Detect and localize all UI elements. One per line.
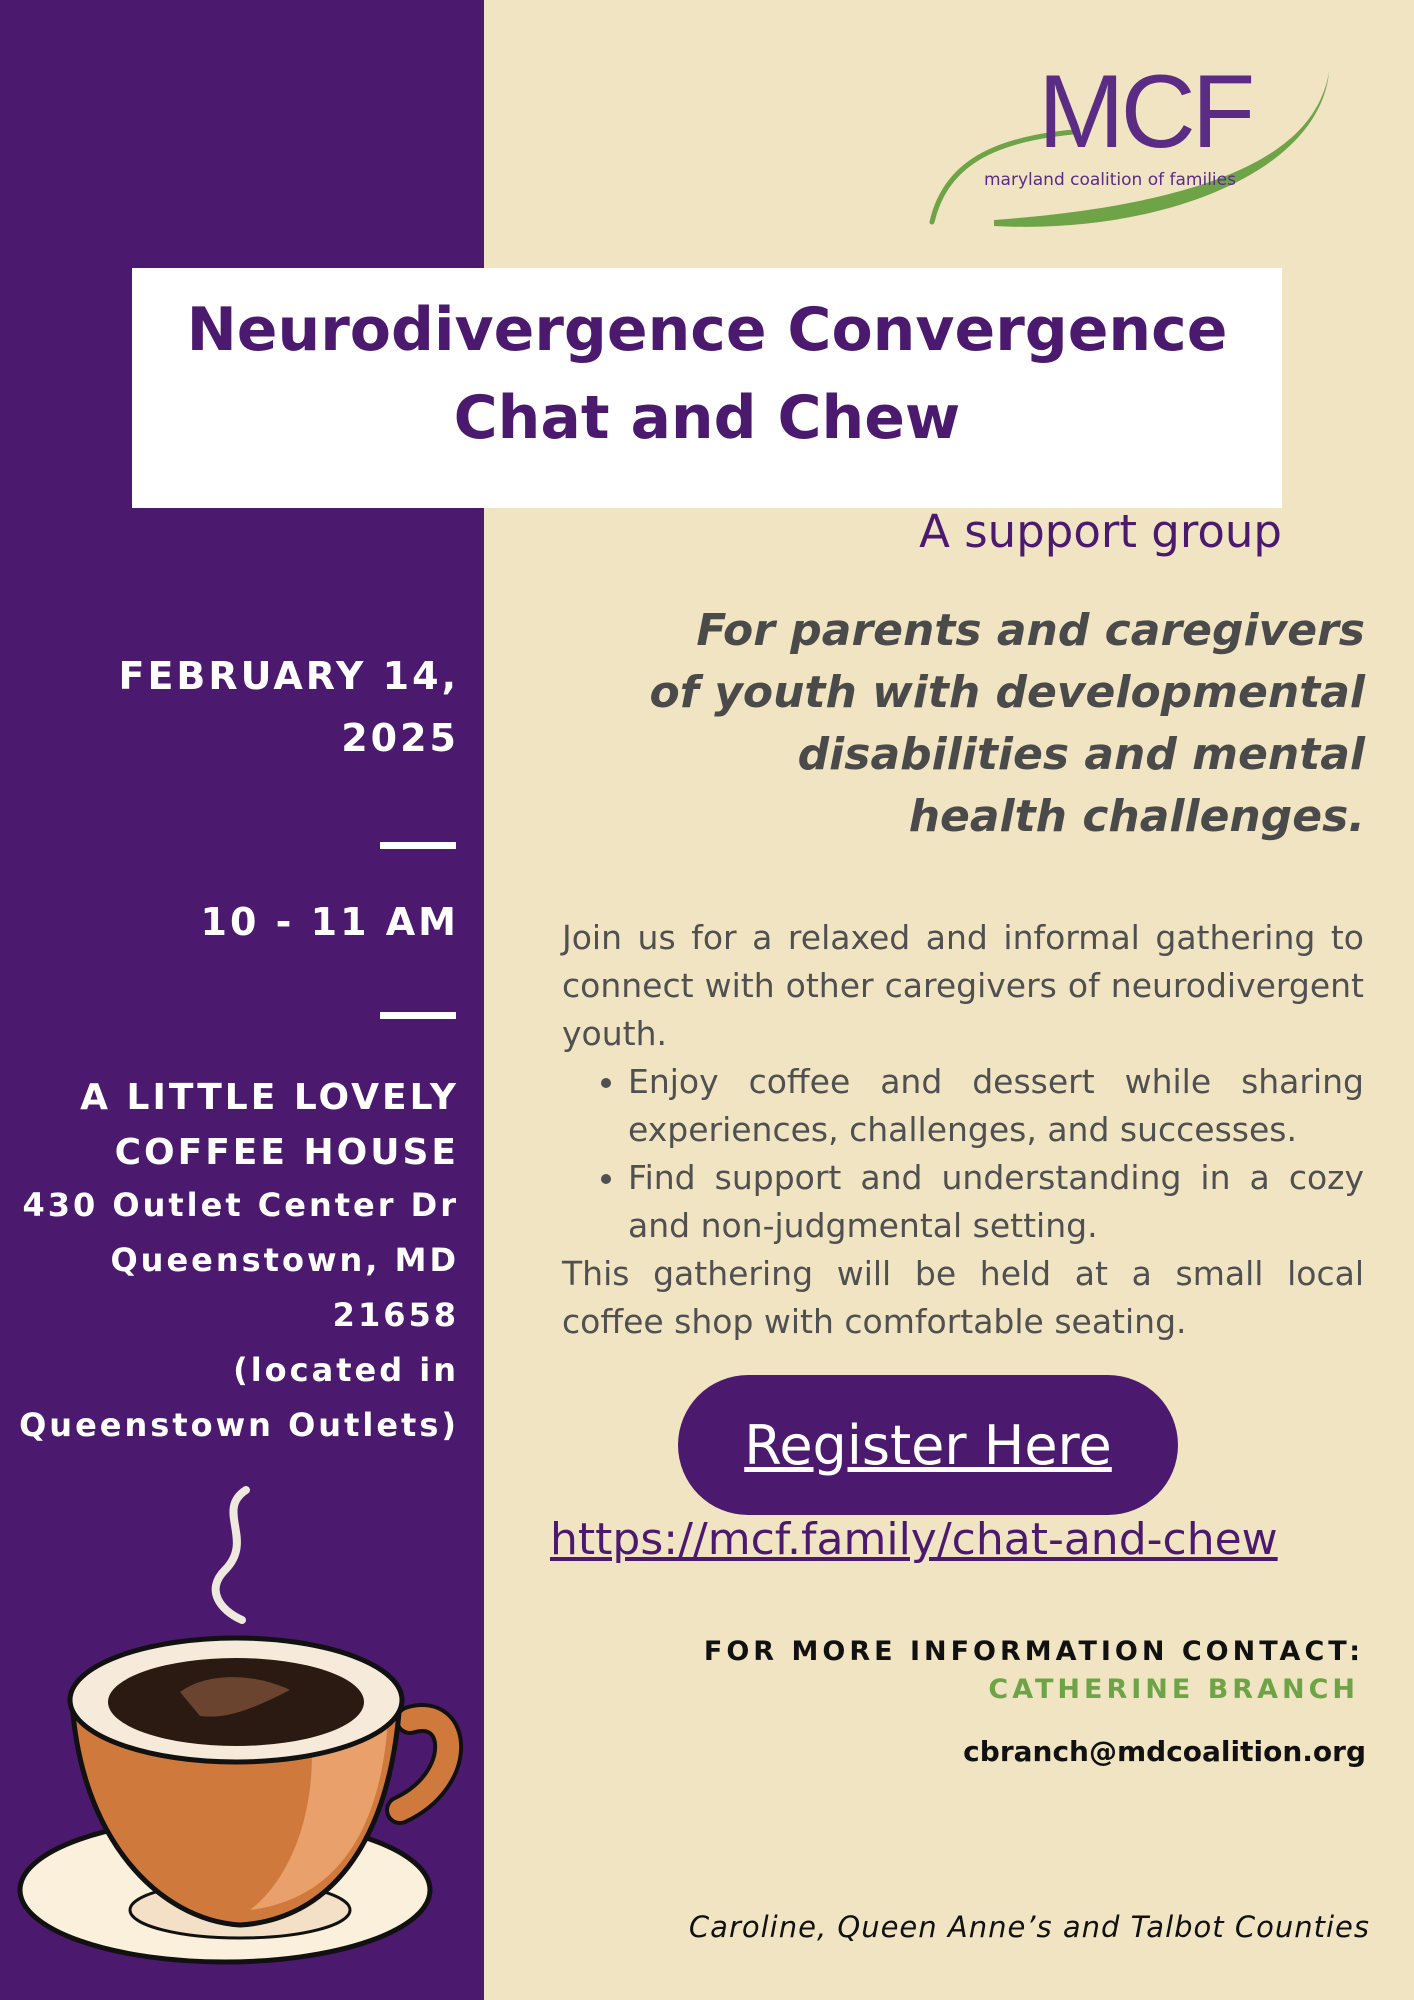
contact-email[interactable]: cbranch@mdcoalition.org — [963, 1735, 1366, 1768]
address-line: 21658 — [332, 1296, 459, 1334]
event-time: 10 - 11 AM — [200, 900, 459, 944]
event-description — [562, 914, 1364, 1346]
address-line: 430 Outlet Center Dr — [22, 1186, 459, 1224]
mcf-logo — [924, 54, 1344, 235]
audience-statement: For parents and caregivers of youth with developmental disabilities and mental health challenges. — [649, 605, 1365, 842]
coffee-cup-icon — [10, 1480, 480, 1990]
contact-heading: FOR MORE INFORMATION CONTACT: — [703, 1636, 1364, 1667]
register-button[interactable]: Register Here — [678, 1375, 1178, 1515]
event-date: FEBRUARY 14, 2025 — [118, 654, 459, 760]
description-closing: This gathering will be held at a small local coffee shop with comfortable seating. — [562, 1254, 1364, 1341]
venue-address — [0, 1178, 459, 1453]
logo-subtitle: maryland coalition of families — [984, 170, 1236, 190]
contact-name: CATHERINE BRANCH — [988, 1674, 1359, 1705]
list-item: • Enjoy coffee and dessert while sharing experiences, challenges, and successes. — [628, 1058, 1364, 1154]
list-item: • Find support and understanding in a cozy and non-judgmental setting. — [628, 1154, 1364, 1250]
divider — [380, 842, 456, 849]
title-box — [132, 268, 1282, 508]
description-bullets — [562, 1058, 1364, 1250]
logo-text: MCF — [1038, 54, 1252, 170]
subtitle: A support group — [919, 505, 1282, 558]
service-counties: Caroline, Queen Anne’s and Talbot Counties — [688, 1910, 1370, 1944]
venue-name: A LITTLE LOVELY COFFEE HOUSE — [80, 1077, 459, 1173]
address-line: Queenstown, MD — [110, 1241, 459, 1279]
registration-link[interactable]: https://mcf.family/chat-and-chew — [550, 1514, 1278, 1565]
title-line-2: Chat and Chew — [453, 383, 961, 453]
title-line-1: Neurodivergence Convergence — [186, 295, 1228, 365]
address-line: Queenstown Outlets) — [19, 1406, 459, 1444]
divider — [380, 1012, 456, 1019]
address-line: (located in — [233, 1351, 459, 1389]
description-intro: Join us for a relaxed and informal gathering to connect with other caregivers of neurodivergent youth. — [562, 918, 1364, 1053]
